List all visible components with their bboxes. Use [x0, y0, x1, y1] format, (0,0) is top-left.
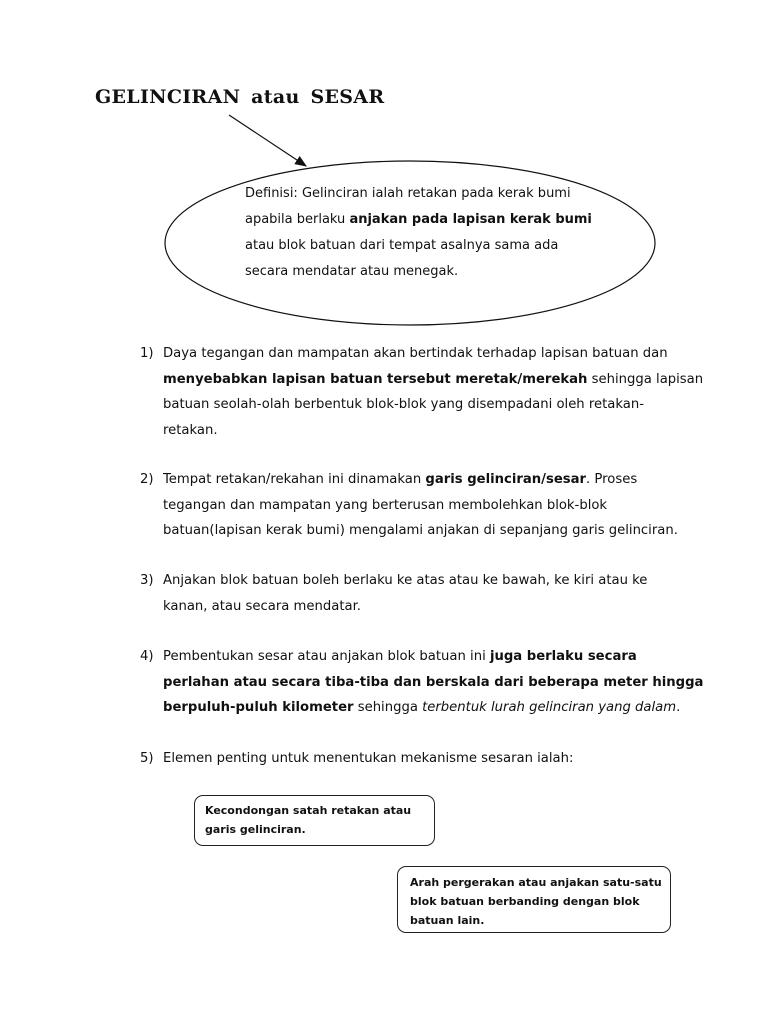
- element-box-slope: [194, 795, 435, 846]
- arrow-line: [229, 115, 306, 166]
- list-line: Elemen penting untuk menentukan mekanisme sesaran ialah:: [163, 751, 574, 766]
- list-item-4: [140, 644, 703, 721]
- list-item-3: [140, 568, 647, 619]
- list-number: 3): [140, 573, 154, 588]
- list-line: retakan.: [163, 422, 218, 438]
- list-number: 4): [140, 649, 154, 664]
- list-item-1: [140, 341, 703, 443]
- list-line: batuan seolah-olah berbentuk blok-blok yang disempadani oleh retakan-: [163, 397, 644, 412]
- list-number: 1): [140, 346, 154, 361]
- list-number: 2): [140, 472, 154, 487]
- page-title: GELINCIRAN atau SESAR: [95, 86, 385, 108]
- list-line: Daya tegangan dan mampatan akan bertindak terhadap lapisan batuan dan: [163, 346, 668, 361]
- list-line: batuan(lapisan kerak bumi) mengalami anjakan di sepanjang garis gelinciran.: [163, 523, 678, 538]
- definition-bold: anjakan pada lapisan kerak bumi: [349, 212, 592, 227]
- list-line: Pembentukan sesar atau anjakan blok batuan ini juga berlaku secara: [163, 649, 637, 664]
- definition-line: Definisi: Gelinciran ialah retakan pada kerak bumi: [245, 186, 571, 201]
- box-line: batuan lain.: [410, 914, 485, 927]
- list-line: Tempat retakan/rekahan ini dinamakan garis gelinciran/sesar. Proses: [163, 472, 638, 487]
- element-box-direction: [397, 866, 671, 933]
- list-number: 5): [140, 751, 154, 766]
- list-line: menyebabkan lapisan batuan tersebut meretak/merekah sehingga lapisan: [163, 371, 704, 387]
- list-line: kanan, atau secara mendatar.: [163, 598, 361, 614]
- definition-line: secara mendatar atau menegak.: [245, 264, 459, 279]
- box-line: Arah pergerakan atau anjakan satu-satu: [410, 876, 662, 889]
- list-item-5: [140, 746, 573, 772]
- list-line: berpuluh-puluh kilometer sehingga terbentuk lurah gelinciran yang dalam.: [163, 700, 681, 715]
- list-item-2: [140, 467, 678, 544]
- list-line: perlahan atau secara tiba-tiba dan berskala dari beberapa meter hingga: [163, 674, 704, 690]
- list-line: Anjakan blok batuan boleh berlaku ke atas atau ke bawah, ke kiri atau ke: [163, 573, 648, 588]
- box-line: Kecondongan satah retakan atau: [205, 804, 412, 817]
- definition-line: apabila berlaku anjakan pada lapisan kerak bumi: [245, 212, 592, 227]
- list-line: tegangan dan mampatan yang berterusan membolehkan blok-blok: [163, 497, 608, 513]
- definition-text: [245, 181, 615, 285]
- definition-line: atau blok batuan dari tempat asalnya sama ada: [245, 238, 559, 253]
- box-line: blok batuan berbanding dengan blok: [410, 895, 640, 908]
- box-line: garis gelinciran.: [205, 823, 306, 836]
